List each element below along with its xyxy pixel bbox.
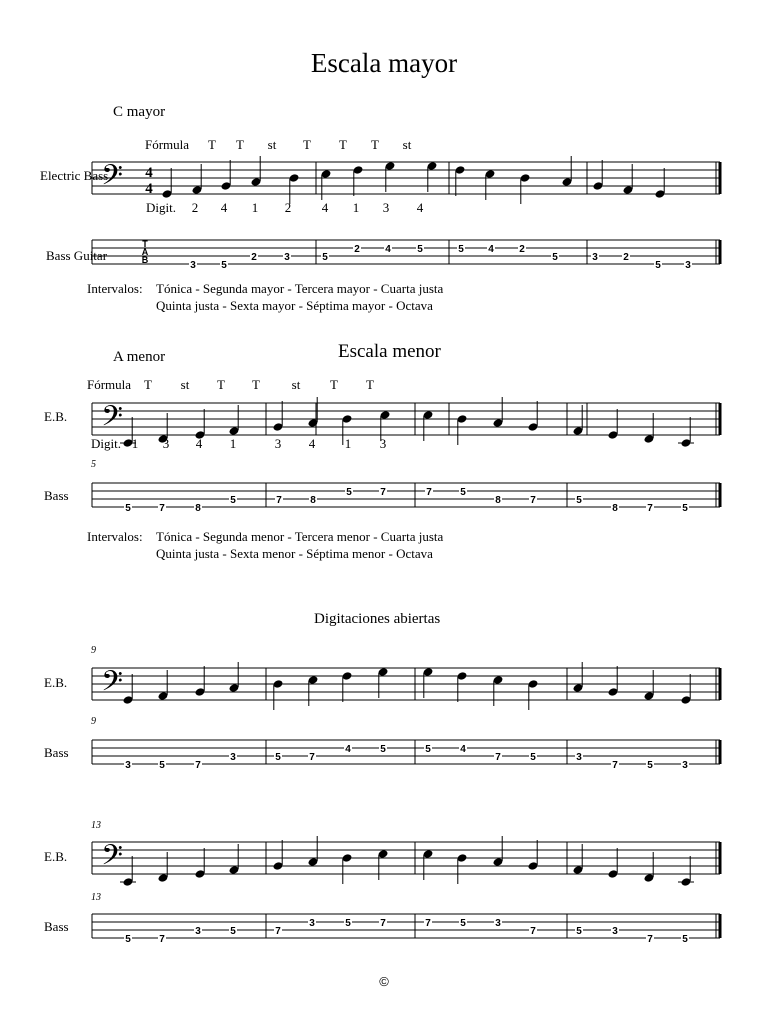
tab-number: 5 [125,934,131,945]
fingering-number: 4 [220,200,228,215]
tab-number: 5 [458,244,464,255]
tab-number: 5 [460,918,466,929]
formula-step: T [303,137,311,152]
bass-clef-icon: 𝄢 [101,839,123,879]
intervals-label: Intervalos: [87,281,143,296]
tab-number: 5 [655,260,661,271]
tab-number: 5 [530,752,536,763]
fingering-number: 3 [379,436,387,451]
tab-number: 8 [195,503,201,514]
measure-number: 5 [91,459,96,470]
formula-step: st [291,377,301,392]
bass-clef-icon: 𝄢 [101,159,123,199]
intervals-line: Tónica - Segunda mayor - Tercera mayor - Cuarta justa [156,281,444,296]
tab-number: 3 [612,926,618,937]
fingering-number: 1 [251,200,259,215]
tab-number: 5 [221,260,227,271]
section-heading: Digitaciones abiertas [314,611,441,627]
fingering-number: 4 [308,436,316,451]
tab-number: 7 [530,926,536,937]
fingering-number: 1 [229,436,237,451]
fingering-number: 2 [191,200,199,215]
fingering-number: 4 [416,200,424,215]
formula-step: T [144,377,152,392]
fingering-number: 3 [382,200,390,215]
section-subtitle: A menor [113,349,166,365]
tab-number: 5 [576,926,582,937]
tab-number: 5 [345,918,351,929]
tab-number: 5 [576,495,582,506]
intervals-line: Quinta justa - Sexta menor - Séptima menor - Octava [156,546,433,561]
tab-number: 5 [460,487,466,498]
formula-step: st [267,137,277,152]
formula-step: T [208,137,216,152]
fingering-number: 1 [352,200,360,215]
tab-number: 7 [380,918,386,929]
tab-number: 5 [647,760,653,771]
staff-name: E.B. [44,409,68,424]
tab-number: 7 [309,752,315,763]
tab-number: 3 [125,760,131,771]
tab-number: 7 [495,752,501,763]
tab-name: Bass [44,919,69,934]
tab-number: 3 [195,926,201,937]
tab-number: 7 [276,495,282,506]
tab-number: 5 [275,752,281,763]
intervals-line: Tónica - Segunda menor - Tercera menor - Cuarta justa [156,529,444,544]
tab-number: 3 [576,752,582,763]
tab-name: Bass [44,745,69,760]
bass-clef-icon: 𝄢 [101,400,123,440]
bass-clef-icon: 𝄢 [101,665,123,705]
digit-label: Digit. [91,436,121,451]
tab-number: 7 [530,495,536,506]
copyright: © [379,974,389,989]
tab-number: 5 [322,252,328,263]
tab-number: 5 [230,926,236,937]
tab-number: 5 [125,503,131,514]
tab-number: 8 [612,503,618,514]
fingering-number: 1 [131,436,139,451]
tab-number: 7 [647,503,653,514]
tab-clef: A [141,247,149,257]
section-subtitle: C mayor [113,104,166,120]
section-heading: Escala menor [338,341,441,362]
tab-number: 3 [230,752,236,763]
tab-number: 7 [612,760,618,771]
tab-number: 5 [552,252,558,263]
formula-step: st [402,137,412,152]
formula-step: T [339,137,347,152]
fingering-number: 1 [344,436,352,451]
tab-number: 4 [488,244,494,255]
tab-number: 7 [159,934,165,945]
measure-number: 13 [91,892,101,903]
fingering-number: 4 [195,436,203,451]
tab-number: 5 [682,934,688,945]
digit-label: Digit. [146,200,176,215]
tab-clef: T [142,239,148,249]
time-signature: 4 [145,165,153,181]
tab-number: 5 [159,760,165,771]
formula-step: st [180,377,190,392]
intervals-label: Intervalos: [87,529,143,544]
tab-number: 5 [425,744,431,755]
tab-number: 5 [682,503,688,514]
fingering-number: 3 [274,436,282,451]
formula-step: T [371,137,379,152]
tab-number: 3 [592,252,598,263]
tab-number: 3 [685,260,691,271]
formula-step: T [252,377,260,392]
staff-name: E.B. [44,849,68,864]
tab-number: 7 [275,926,281,937]
formula-step: T [330,377,338,392]
fingering-number: 4 [321,200,329,215]
tab-number: 2 [354,244,360,255]
tab-number: 4 [385,244,391,255]
tab-number: 3 [309,918,315,929]
tab-number: 8 [495,495,501,506]
staff-name: E.B. [44,675,68,690]
tab-number: 5 [380,744,386,755]
tab-number: 7 [426,487,432,498]
formula-label: Fórmula [145,137,190,152]
tab-number: 7 [425,918,431,929]
time-signature: 4 [145,181,153,197]
tab-number: 7 [159,503,165,514]
tab-clef: B [141,255,149,265]
measure-number: 13 [91,820,101,831]
intervals-line: Quinta justa - Sexta mayor - Séptima mayor - Octava [156,298,433,313]
staff-name: Electric Bass [40,168,109,183]
tab-number: 2 [623,252,629,263]
tab-number: 3 [284,252,290,263]
tab-number: 8 [310,495,316,506]
page-title: Escala mayor [310,48,458,78]
formula-step: T [217,377,225,392]
tab-number: 2 [251,252,257,263]
tab-number: 7 [195,760,201,771]
formula-label: Fórmula [87,377,132,392]
fingering-number: 3 [162,436,170,451]
tab-number: 4 [345,744,351,755]
tab-number: 5 [346,487,352,498]
tab-number: 7 [380,487,386,498]
tab-number: 5 [230,495,236,506]
formula-step: T [236,137,244,152]
measure-number: 9 [91,645,96,656]
measure-number: 9 [91,716,96,727]
tab-number: 3 [495,918,501,929]
tab-name: Bass Guitar [46,248,108,263]
fingering-number: 2 [284,200,292,215]
tab-number: 4 [460,744,466,755]
tab-number: 3 [190,260,196,271]
tab-number: 2 [519,244,525,255]
tab-number: 5 [417,244,423,255]
tab-name: Bass [44,488,69,503]
formula-step: T [366,377,374,392]
tab-number: 7 [647,934,653,945]
tab-number: 3 [682,760,688,771]
